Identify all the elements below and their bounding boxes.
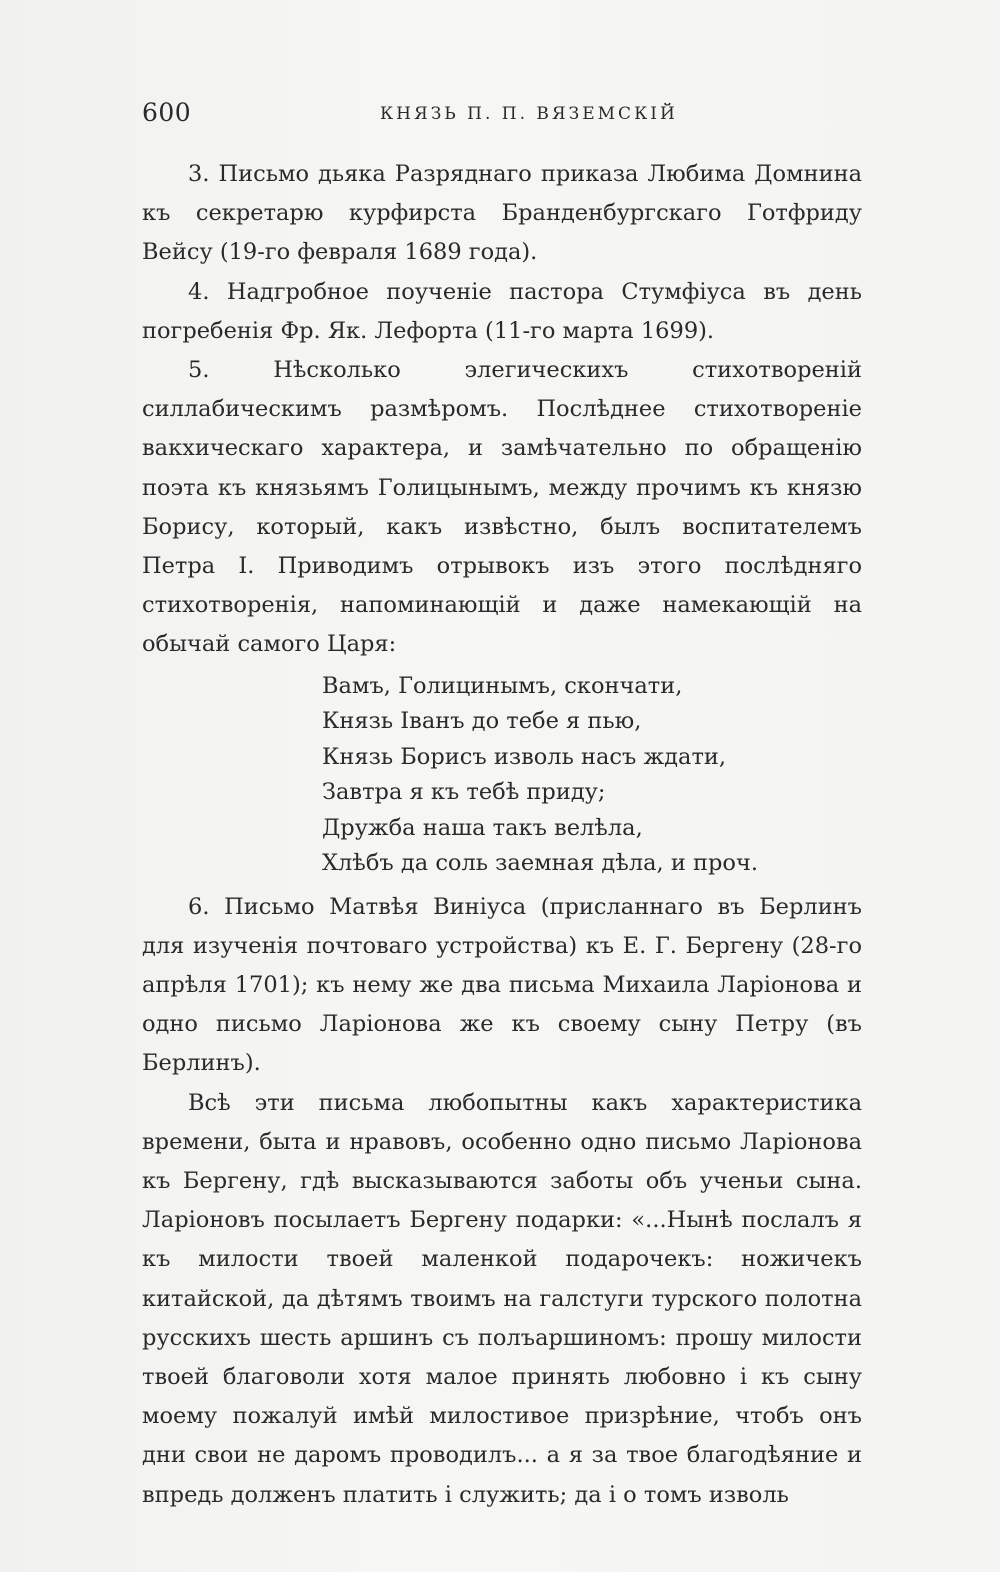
page-number: 600 [142, 98, 192, 127]
verse-line: Хлѣбъ да соль заемная дѣла, и проч. [322, 850, 758, 877]
paragraph-item-3: 3. Письмо дьяка Разряднаго приказа Любима Домнина къ секретарю курфирста Бранденбургскаго Готфриду Вейсу (19-го февраля 1689 года). [142, 161, 862, 266]
verse-excerpt [322, 669, 862, 882]
verse-line: Князь Борисъ изволь насъ ждати, [322, 743, 727, 770]
verse-line: Князь Іванъ до тебе я пью, [322, 708, 642, 735]
paragraph-letters-commentary: Всѣ эти письма любопытны какъ характеристика времени, быта и нравовъ, особенно одно письмо Ларіонова къ Бергену, гдѣ высказываются заботы объ ученьи сына. Ларіоновъ посылаетъ Бергену подарки: «...Нынѣ послалъ я къ милости твоей маленкой подарочекъ: ножичекъ китайской, да дѣтямъ твоимъ на галстуги турского полотна русскихъ шесть аршинъ съ полъаршиномъ: прошу милости твоей благоволи хотя малое принять любовно і къ сыну моему пожалуй имѣй милостивое призрѣние, чтобъ онъ дни свои не даромъ проводилъ... а я за твое благодѣяние и впредь долженъ платить і служить; да і о томъ изволь [142, 1089, 862, 1508]
paragraph-item-4: 4. Надгробное поученіе пастора Стумфіуса въ день погребенія Фр. Як. Лефорта (11-го марта 1699). [142, 278, 862, 344]
body-text [142, 155, 862, 1515]
verse-line: Вамъ, Голицинымъ, скончати, [322, 672, 683, 699]
page-header [142, 98, 862, 134]
verse-line: Дружба наша такъ велѣла, [322, 814, 643, 841]
paragraph-item-5: 5. Нѣсколько элегическихъ стихотвореній силлабическимъ размѣромъ. Послѣднее стихотвореніе вакхическаго характера, и замѣчательно по обращенію поэта къ князьямъ Голицынымъ, между прочимъ къ князю Борису, который, какъ извѣстно, былъ воспитателемъ Петра I. Приводимъ отрывокъ изъ этого послѣдняго стихотворенія, напоминающій и даже намекающій на обычай самого Царя: [142, 357, 862, 658]
verse-line: Завтра я къ тебѣ приду; [322, 779, 606, 806]
running-head: КНЯЗЬ П. П. ВЯЗЕМСКІЙ [380, 104, 678, 124]
paragraph-item-6: 6. Письмо Матвѣя Виніуса (присланнаго въ Берлинъ для изученія почтоваго устройства) къ Е. Г. Бергену (28-го апрѣля 1701); къ нему же два письма Михаила Ларіонова и одно письмо Ларіонова же къ своему сыну Петру (въ Берлинъ). [142, 893, 862, 1077]
